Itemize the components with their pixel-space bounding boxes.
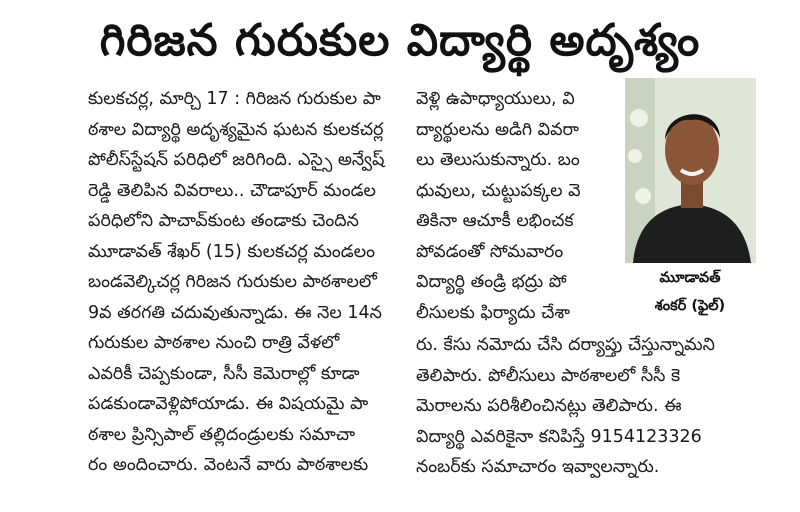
text-line: నంబర్‌కు సమాచారం ఇవ్వాలన్నారు. (416, 457, 660, 477)
article-right-column-top (416, 84, 622, 328)
text-line: విద్యార్థి తండ్రి భద్రు పో (416, 272, 567, 292)
text-line: పరిధిలోని పాచావ్‌కుంట తండాకు చెందిన (88, 211, 359, 231)
text-line: రు. కేసు నమోదు చేసి దర్యాప్తు చేస్తున్నామని (416, 335, 715, 355)
text-line: విద్యార్థి ఎవరికైనా కనిపిస్తే 9154123326 (416, 426, 702, 447)
text-line: వెళ్లి ఉపాధ్యాయులు, వి (416, 89, 575, 109)
text-line: ద్యార్థులను అడిగి వివరా (416, 119, 579, 140)
portrait-image (625, 78, 756, 263)
text-line: తికినా ఆచూకీ లభించక (416, 211, 574, 231)
text-line: కులకచర్ల, మార్చి 17 : గిరిజన గురుకుల పా (88, 89, 381, 109)
text-line: గురుకుల పాఠశాల నుంచి రాత్రి వేళలో (88, 333, 340, 353)
text-line: పోలీస్‌స్టేషన్ పరిధిలో జరిగింది. ఎస్సై అన్వేష్ (88, 150, 385, 170)
text-line: ఠశాల ప్రిన్సిపాల్ తల్లిదండ్రులకు సమాచా (88, 424, 356, 445)
text-line: 9వ తరగతి చదువుతున్నాడు. ఈ నెల 14న (88, 302, 382, 323)
text-line: మూడావత్ శేఖర్ (15) కులకచర్ల మండలం (88, 241, 375, 262)
caption-line: శంకర్ (ఫైల్) (654, 298, 726, 314)
article-left-column (88, 84, 394, 481)
text-line: తెలిపారు. పోలీసులు పాఠశాలలో సీసీ కె (416, 365, 681, 386)
text-line: ధువులు, చుట్టుపక్కల వె (416, 180, 581, 201)
article-right-column-bottom (416, 330, 760, 483)
text-line: బండవెల్కిచర్ల గిరిజన గురుకుల పాఠశాలలో (88, 272, 377, 292)
headline: గిరిజన గురుకుల విద్యార్థి అదృశ్యం (99, 15, 701, 66)
text-line: రెడ్డి తెలిపిన వివరాలు.. చౌడాపూర్ మండల (88, 180, 376, 201)
text-line: మెరాలను పరిశీలించినట్లు తెలిపారు. ఈ (416, 396, 682, 416)
text-line: పడకుండావెళ్లిపోయాడు. ఈ విషయమై పా (88, 394, 369, 414)
text-line: లీసులకు ఫిర్యాదు చేశా (416, 302, 570, 323)
photo-caption (622, 264, 758, 320)
text-line: పోవడంతో సోమవారం (416, 241, 564, 262)
text-line: ఠశాల విద్యార్థి అదృశ్యమైన ఘటన కులకచర్ల (88, 119, 384, 140)
text-line: రం అందించారు. వెంటనే వారు పాఠశాలకు (88, 455, 369, 475)
student-photo (625, 78, 756, 263)
caption-line: మూడావత్ (659, 270, 721, 286)
text-line: లు తెలుసుకున్నారు. బం (416, 150, 580, 170)
text-line: ఎవరికీ చెప్పకుండా, సీసీ కెమెరాల్లో కూడా (88, 363, 360, 384)
